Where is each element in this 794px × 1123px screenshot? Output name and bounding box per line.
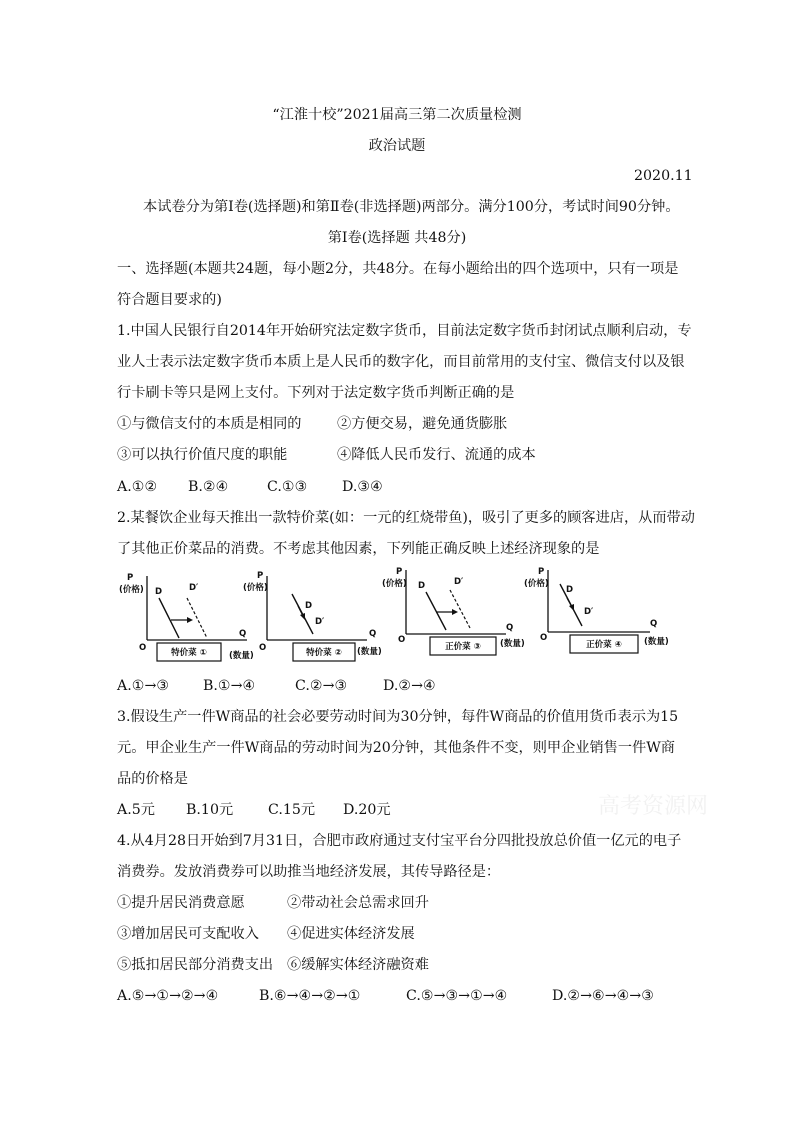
- q3-choice-a[interactable]: A.5元: [117, 802, 155, 818]
- q1-choice-b[interactable]: B.②④: [188, 479, 229, 495]
- graph-4-p-label: P: [538, 567, 545, 577]
- q4-item-3: ③增加居民可支配收入: [117, 926, 259, 942]
- graph-4-d-prime-label: D′: [584, 607, 594, 617]
- q1-item-4: ④降低人民币发行、流通的成本: [337, 447, 536, 463]
- exam-subject: 政治试题: [368, 138, 426, 154]
- graph-2-caption: 特价菜 ②: [306, 648, 342, 658]
- graph-3-quantity-label: (数量): [500, 639, 525, 649]
- graph-3-d-prime-curve: [450, 590, 470, 628]
- graph-1-quantity-label: (数量): [229, 651, 254, 661]
- q4-stem-line1: 4.从4月28日开始到7月31日，合肥市政府通过支付宝平台分四批投放总价值一亿元的电子: [117, 833, 682, 849]
- q1-choice-c[interactable]: C.①③: [267, 479, 308, 495]
- graph-3-d-label: D: [418, 581, 426, 591]
- q1-stem-line1: 1.中国人民银行自2014年开始研究法定数字货币，目前法定数字货币封闭试点顺利启动，专: [117, 323, 692, 339]
- q3-stem-line1: 3.假设生产一件W商品的社会必要劳动时间为30分钟，每件W商品的价值用货币表示为15: [117, 709, 679, 725]
- graph-3-d-curve: [426, 592, 446, 630]
- graph-2-d-prime-label: D′: [315, 617, 325, 627]
- graph-4: [520, 562, 680, 666]
- graph-3-origin: O: [398, 635, 406, 645]
- q1-choice-a[interactable]: A.①②: [117, 479, 158, 495]
- graph-1-d-label: D: [155, 587, 163, 597]
- graph-4-origin: O: [540, 633, 548, 643]
- q2-choice-c[interactable]: C.②→③: [295, 678, 348, 694]
- graph-2-price-label: (价格): [243, 583, 268, 593]
- graph-2-q-label: Q: [369, 629, 377, 639]
- graph-2-quantity-label: (数量): [357, 647, 382, 657]
- q4-choice-c[interactable]: C.⑤→③→①→④: [406, 988, 508, 1004]
- graph-2-origin: O: [259, 643, 267, 653]
- exam-intro: 本试卷分为第Ⅰ卷(选择题)和第Ⅱ卷(非选择题)两部分。满分100分，考试时间90分钟。: [143, 199, 680, 215]
- section1-instructions-line1: 一、选择题(本题共24题，每小题2分，共48分。在每小题给出的四个选项中，只有一项是: [117, 261, 679, 277]
- graph-2-d-label: D: [305, 601, 313, 611]
- q4-item-1: ①提升居民消费意愿: [117, 895, 245, 911]
- q3-stem-line3: 品的价格是: [117, 771, 188, 787]
- graph-4-quantity-label: (数量): [644, 637, 669, 647]
- graph-2-p-label: P: [257, 571, 264, 581]
- exam-title: “江淮十校”2021届高三第二次质量检测: [272, 107, 522, 123]
- graph-1-d-curve: [159, 598, 179, 638]
- q4-item-2: ②带动社会总需求回升: [287, 895, 429, 911]
- q4-stem-line2: 消费券。发放消费券可以助推当地经济发展，其传导路径是：: [117, 864, 501, 880]
- q1-stem-line2: 业人士表示法定数字货币本质上是人民币的数字化，而目前常用的支付宝、微信支付以及银: [117, 354, 685, 370]
- q1-choice-d[interactable]: D.③④: [342, 479, 383, 495]
- q4-item-5: ⑤抵扣居民部分消费支出: [117, 957, 274, 973]
- graph-4-caption: 正价菜 ④: [586, 640, 622, 650]
- watermark: 高考资源网: [598, 794, 709, 819]
- q4-choice-a[interactable]: A.⑤→①→②→④: [117, 988, 219, 1004]
- graph-1-d-prime-curve: [187, 598, 207, 638]
- q1-item-3: ③可以执行价值尺度的职能: [117, 447, 288, 463]
- q1-item-2: ②方便交易，避免通货膨胀: [337, 416, 508, 432]
- q2-choice-b[interactable]: B.①→④: [203, 678, 256, 694]
- q4-item-4: ④促进实体经济发展: [287, 926, 415, 942]
- graph-4-q-label: Q: [650, 619, 658, 629]
- q2-choice-a[interactable]: A.①→③: [117, 678, 170, 694]
- q4-item-6: ⑥缓解实体经济融资难: [287, 957, 429, 973]
- q3-choice-c[interactable]: C.15元: [268, 802, 316, 818]
- q4-choice-d[interactable]: D.②→⑥→④→③: [552, 988, 654, 1004]
- q2-stem-line1: 2.某餐饮企业每天推出一款特价菜(如：一元的红烧带鱼)，吸引了更多的顾客进店，从而带动: [117, 510, 695, 526]
- graph-1-p-label: P: [127, 573, 134, 583]
- part1-title: 第Ⅰ卷(选择题 共48分): [327, 230, 467, 246]
- q1-item-1: ①与微信支付的本质是相同的: [117, 416, 302, 432]
- graph-1-caption: 特价菜 ①: [171, 648, 207, 658]
- graph-4-d-label: D: [566, 585, 574, 595]
- graph-3-d-prime-label: D′: [454, 577, 464, 587]
- graph-4-price-label: (价格): [524, 579, 549, 589]
- graph-1-d-prime-label: D′: [189, 583, 199, 593]
- graph-2: [237, 568, 387, 672]
- graph-1-q-label: Q: [239, 629, 247, 639]
- q4-choice-b[interactable]: B.⑥→④→②→①: [259, 988, 361, 1004]
- q3-choice-d[interactable]: D.20元: [343, 802, 391, 818]
- graph-3-q-label: Q: [506, 623, 514, 633]
- exam-date: 2020.11: [634, 168, 693, 184]
- section1-instructions-line2: 符合题目要求的): [117, 292, 222, 308]
- graph-1-price-label: (价格): [119, 585, 144, 595]
- graph-3-price-label: (价格): [382, 579, 407, 589]
- graph-3: [378, 562, 538, 666]
- graph-3-p-label: P: [396, 567, 403, 577]
- q1-stem-line3: 行卡刷卡等只是网上支付。下列对于法定数字货币判断正确的是: [117, 385, 515, 401]
- q3-stem-line2: 元。甲企业生产一件W商品的劳动时间为20分钟，其他条件不变，则甲企业销售一件W商: [117, 740, 675, 756]
- graph-1-origin: O: [139, 643, 147, 653]
- q2-choice-d[interactable]: D.②→④: [383, 678, 436, 694]
- q3-choice-b[interactable]: B.10元: [186, 802, 234, 818]
- q2-stem-line2: 了其他正价菜品的消费。不考虑其他因素，下列能正确反映上述经济现象的是: [117, 541, 600, 557]
- graph-3-caption: 正价菜 ③: [445, 642, 481, 652]
